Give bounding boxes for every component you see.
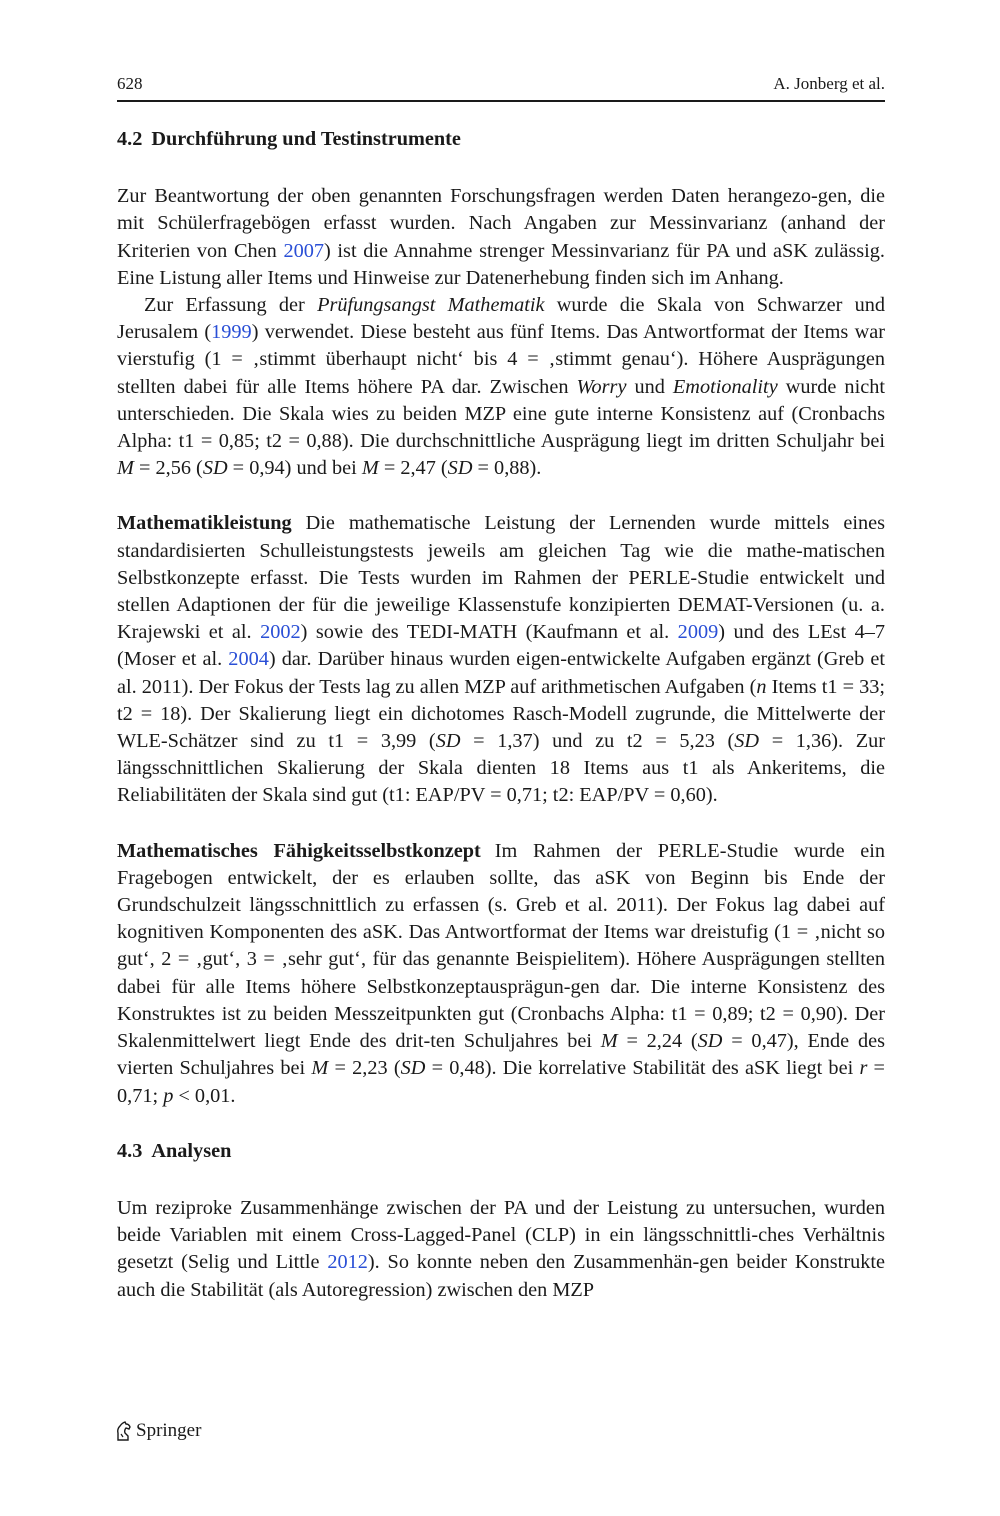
paragraph-math-self-concept: Mathematisches Fähigkeitsselbstkonzept Im Rahmen der PERLE-Studie wurde ein Fragebogen entwickelt, der es erlauben sollte, das aSK von Beginn bis Ende der Grundschulzeit längsschnittlich zu erfassen (s. Greb et al. 2011). Der Fokus lag dabei auf kognitiven Komponenten des aSK. Das Antwortformat der Items war dreistufig (1 = ‚nicht so gut‘, 2 = ‚gut‘, 3 = ‚sehr gut‘, für das genannte Beispielitem). Höhere Ausprägungen stellten dabei für alle Items höhere Selbstkonzeptausprägun-gen dar. Die interne Konsistenz des Konstruktes ist zu beiden Messzeitpunkten gut (Cronbachs Alpha: t1 = 0,89; t2 = 0,90). Der Skalenmittelwert liegt Ende des drit-ten Schuljahres bei M = 2,24 (SD = 0,47), Ende des vierten Schuljahres bei M = 2,23 (SD = 0,48). Die korrelative Stabilität des aSK liegt bei r = 0,71; p < 0,01.: [117, 839, 886, 1107]
runin-heading: Mathematisches Fähigkeitsselbstkonzept: [117, 839, 481, 862]
header-rule: [117, 100, 885, 102]
section-title: Durchführung und Testinstrumente: [151, 128, 461, 150]
citation-link[interactable]: 2009: [677, 621, 719, 644]
citation-link[interactable]: 2007: [283, 239, 324, 262]
paragraph: Um reziproke Zusammenhänge zwischen der PA und der Leistung zu untersuchen, wurden beide Variablen mit einem Cross-Lagged-Panel (CLP) in ein längsschnittli-ches Verhältnis gesetzt (Selig und Little 2012). So konnte neben den Zusammenhän-gen beider Konstrukte auch die Stabilität (als Autoregression) zwischen den MZP: [117, 1196, 885, 1301]
citation-link[interactable]: 1999: [211, 321, 252, 344]
section-number: 4.2: [117, 128, 143, 150]
page-number: 628: [117, 74, 143, 93]
section-heading-4-3: [117, 1138, 885, 1165]
runin-heading: Mathematikleistung: [117, 512, 292, 535]
publisher-footer: [114, 1420, 201, 1442]
citation-link[interactable]: 2002: [260, 621, 301, 644]
section-title: Analysen: [151, 1139, 232, 1162]
paragraph: Zur Erfassung der Prüfungsangst Mathematik wurde die Skala von Schwarzer und Jerusalem (1999) verwendet. Diese besteht aus fünf Items. Das Antwortformat der Items war vierstufig (1 = ‚stimmt überhaupt nicht‘ bis 4 = ‚stimmt genau‘). Höhere Ausprägungen stellten dabei für alle Items höhere PA dar. Zwischen Worry und Emotionality wurde nicht unterschieden. Die Skala wies zu beiden MZP eine gute interne Konsistenz auf (Cronbachs Alpha: t1 = 0,85; t2 = 0,88). Die durchschnittliche Ausprägung liegt im dritten Schuljahr bei M = 2,56 (SD = 0,94) und bei M = 2,47 (SD = 0,88).: [117, 294, 885, 480]
citation-link[interactable]: 2004: [228, 648, 269, 671]
paragraph: Zur Beantwortung der oben genannten Forschungsfragen werden Daten herangezo-gen, die mit Schülerfragebögen erfasst wurden. Nach Angaben zur Messinvarianz (anhand der Kriterien von Chen 2007) ist die Annahme strenger Messinvarianz für PA und aSK zulässig. Eine Listung aller Items und Hinweise zur Datenerhebung finden sich im Anhang.: [117, 185, 885, 289]
running-header: [117, 72, 885, 96]
springer-horse-icon: [114, 1420, 134, 1442]
citation-link[interactable]: 2012: [327, 1251, 368, 1274]
running-title: A. Jonberg et al.: [773, 74, 885, 93]
section-heading-4-2: [117, 126, 885, 153]
publisher-name: Springer: [136, 1420, 202, 1441]
paragraph-math-performance: Mathematikleistung Die mathematische Leistung der Lernenden wurde mittels eines standardisierten Schulleistungstests jeweils am gleichen Tag wie die mathe-matischen Selbstkonzepte erfasst. Die Tests wurden im Rahmen der PERLE-Studie entwickelt und stellen Adaptionen der für die jeweilige Klassenstufe konzipierten DEMAT-Versionen (u. a. Krajewski et al. 2002) sowie des TEDI-MATH (Kaufmann et al. 2009) und des LEst 4–7 (Moser et al. 2004) dar. Darüber hinaus wurden eigen-entwickelte Aufgaben ergänzt (Greb et al. 2011). Der Fokus der Tests lag zu allen MZP auf arithmetischen Aufgaben (n Items t1 = 33; t2 = 18). Der Skalierung liegt ein dichotomes Rasch-Modell zugrunde, die Mittelwerte der WLE-Schätzer sind zu t1 = 3,99 (SD = 1,37) und zu t2 = 5,23 (SD = 1,36). Zur längsschnittlichen Skalierung der Skala dienten 18 Items aus t1 als Ankeritems, die Reliabilitäten der Skala sind gut (t1: EAP/PV = 0,71; t2: EAP/PV = 0,60).: [117, 512, 885, 807]
section-number: 4.3: [117, 1139, 143, 1162]
page-body: [117, 126, 885, 1304]
